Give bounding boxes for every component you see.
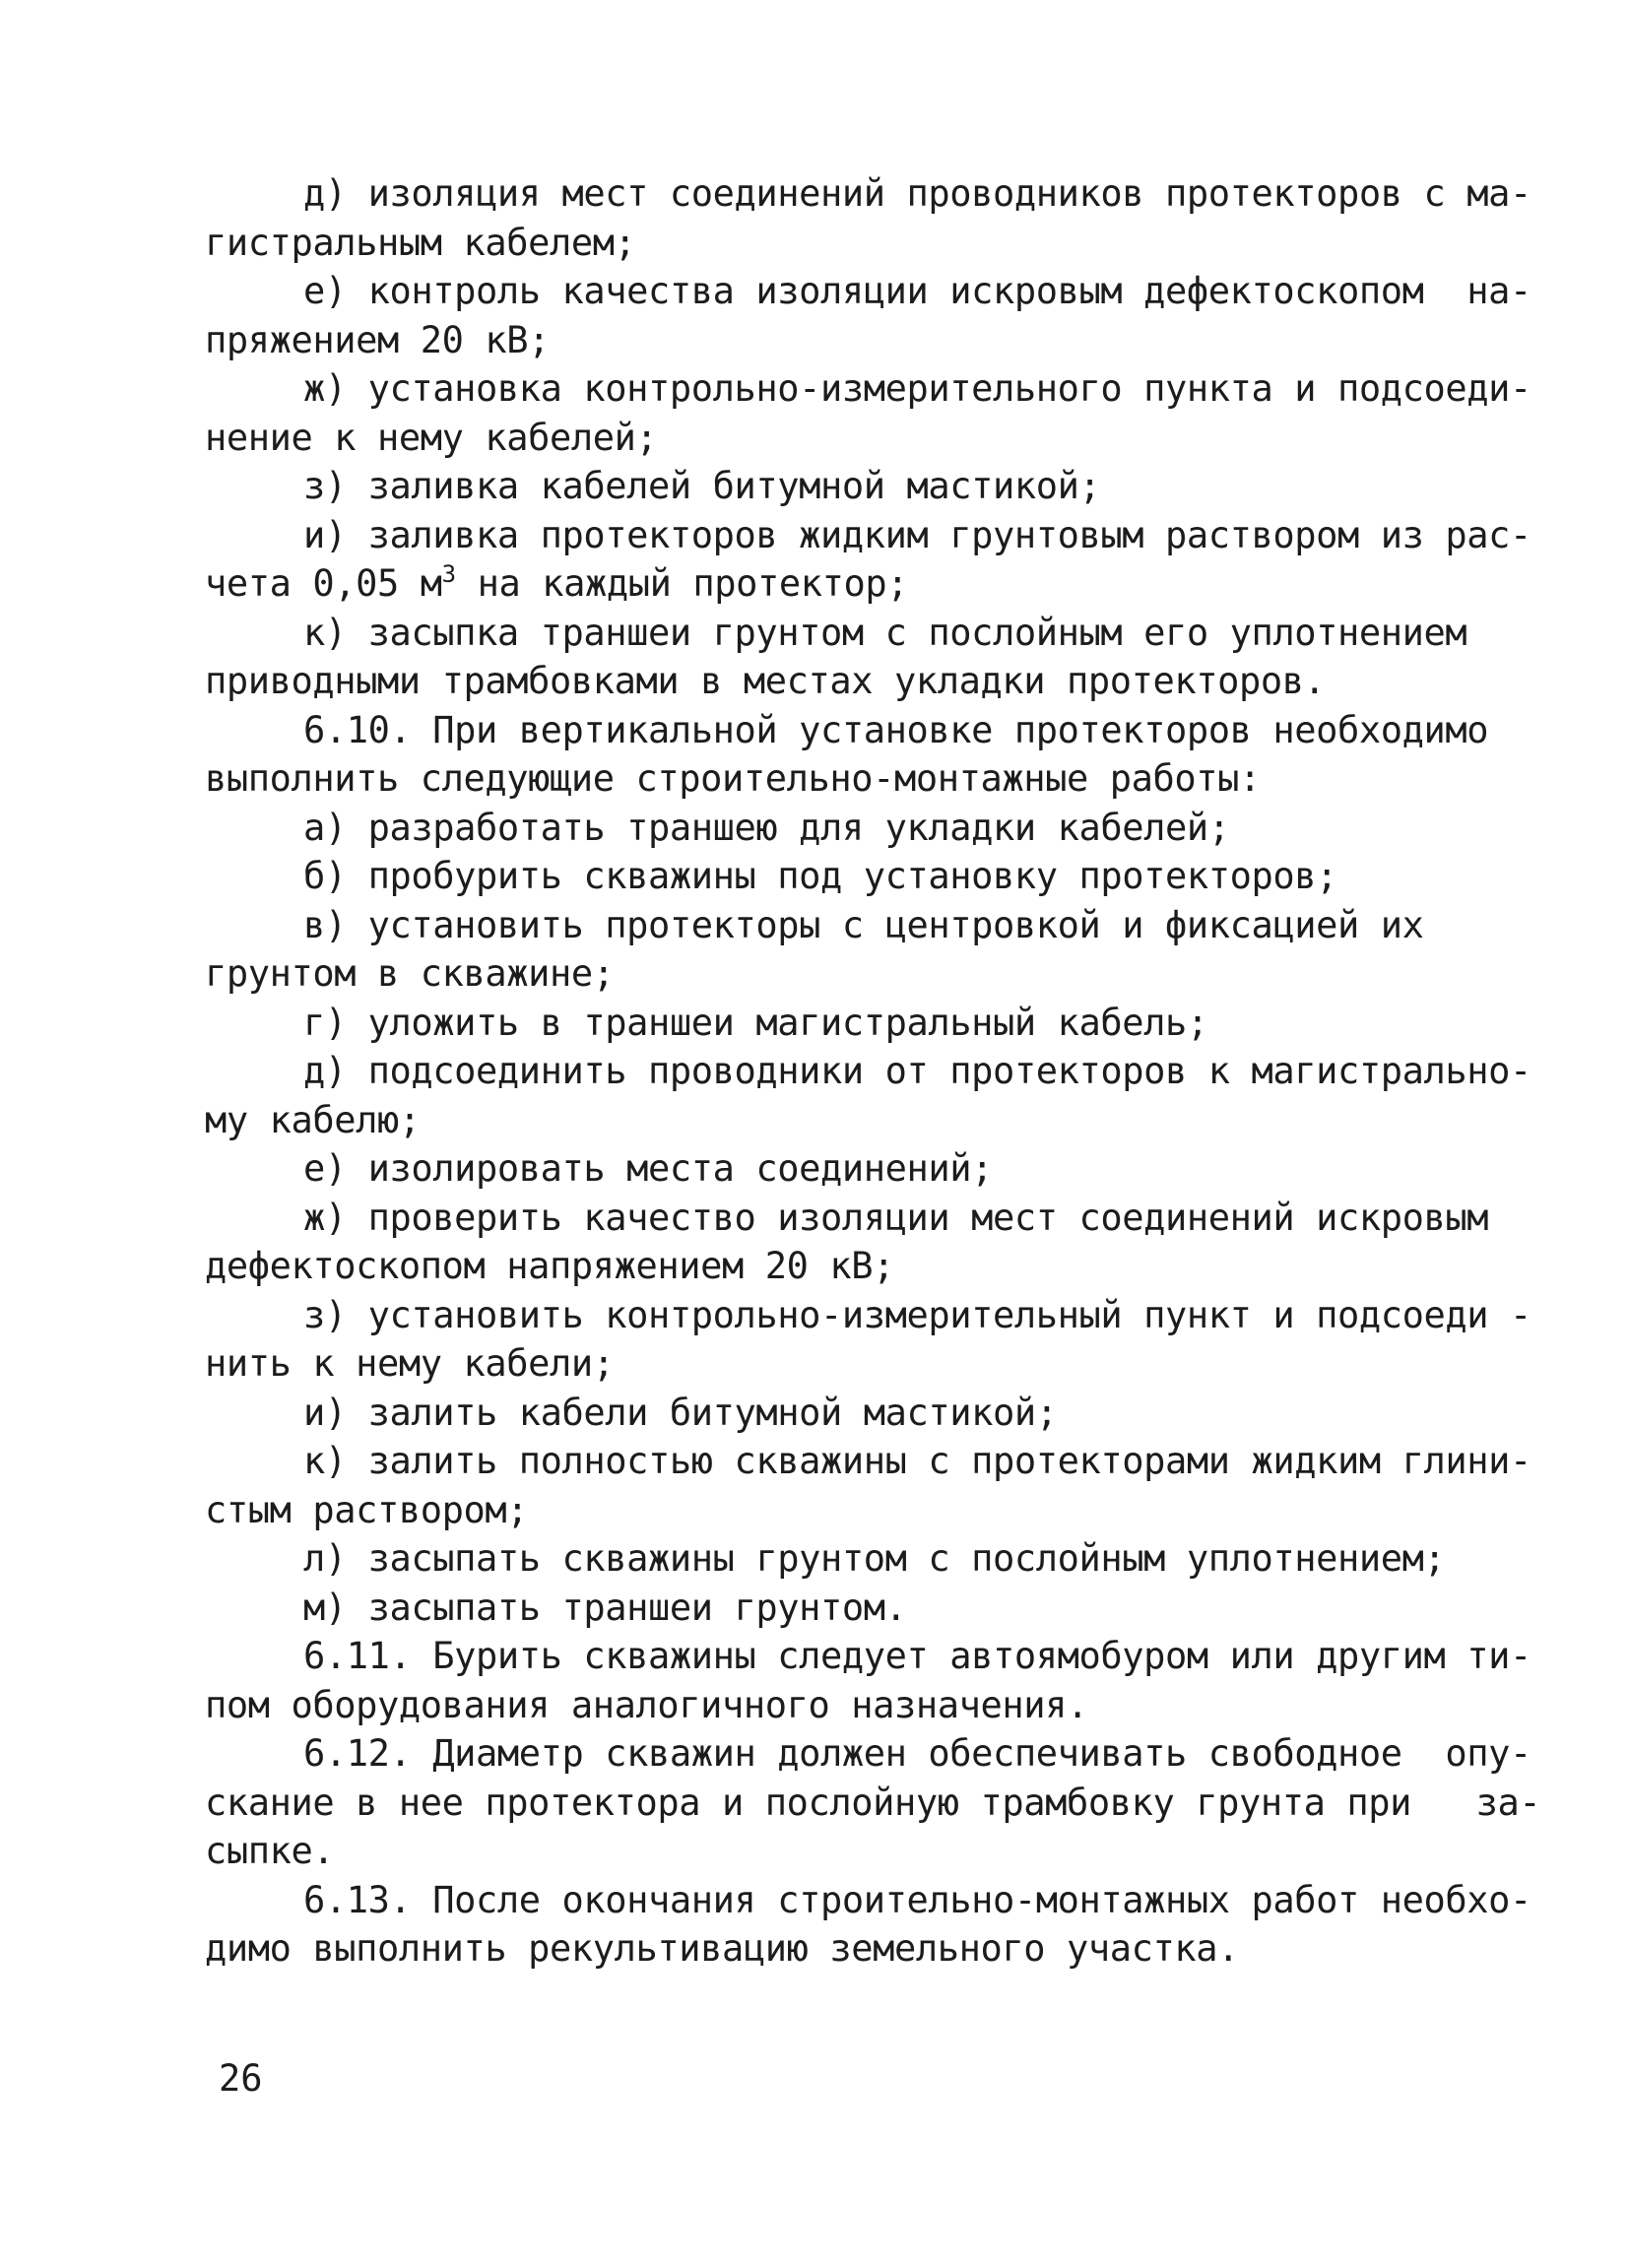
text-line-content: к) залить полностью скважины с протекторами жидким глини-: [303, 1440, 1531, 1482]
text-line: [205, 1339, 1426, 1389]
text-line-content: димо выполнить рекультивацию земельного участка.: [205, 1927, 1240, 1970]
text-line: [205, 1047, 1531, 1096]
text-line: [205, 1242, 1426, 1291]
text-line: [205, 1924, 1426, 1974]
text-line-content: стым раствором;: [205, 1488, 529, 1531]
text-line: [205, 1584, 1426, 1633]
text-line: [205, 267, 1531, 316]
text-line-content: гистральным кабелем;: [205, 221, 636, 264]
text-line: [205, 414, 1426, 463]
superscript: 3: [441, 560, 456, 588]
text-line-content: и) залить кабели битумной мастикой;: [303, 1391, 1058, 1434]
text-line-content: б) пробурить скважины под установку протекторов;: [303, 855, 1338, 897]
text-line: [205, 949, 1426, 999]
text-line-content: в) установить протекторы с центровкой и фиксацией их: [303, 903, 1424, 946]
text-line: [205, 1534, 1446, 1584]
text-line: [205, 609, 1467, 658]
text-line-content: сыпке.: [205, 1830, 335, 1872]
text-line-content: пряжением 20 кВ;: [205, 318, 551, 361]
text-line-content: е) контроль качества изоляции искровым дефектоскопом на-: [303, 270, 1531, 312]
text-line: [205, 852, 1426, 901]
text-line: [205, 999, 1426, 1048]
text-line: [205, 1876, 1531, 1925]
text-line: [205, 1194, 1489, 1243]
text-line-content: му кабелю;: [205, 1098, 421, 1141]
text-line: [205, 316, 1426, 365]
text-line-content: е) изолировать места соединений;: [303, 1147, 994, 1190]
text-line: [205, 1291, 1531, 1340]
text-line-content: м) засыпать траншеи грунтом.: [303, 1586, 907, 1629]
text-line-content: 6.11. Бурить скважины следует автоямобуром или другим ти-: [303, 1635, 1531, 1677]
text-line: [205, 559, 1426, 609]
text-line-content: а) разработать траншею для укладки кабелей;: [303, 806, 1230, 849]
text-line-content: грунтом в скважине;: [205, 952, 615, 995]
text-line: [205, 1144, 1426, 1194]
text-line-content: ж) проверить качество изоляции мест соединений искровым: [303, 1196, 1489, 1239]
text-line-content: выполнить следующие строительно-монтажные работы:: [205, 757, 1261, 800]
text-line: [205, 1096, 1426, 1145]
text-line: [205, 364, 1531, 414]
text-line-content: к) засыпка траншеи грунтом с послойным его уплотнением: [303, 611, 1467, 654]
text-line: [205, 1437, 1531, 1486]
text-line: [205, 169, 1531, 219]
text-line: [205, 657, 1426, 706]
text-line-content: д) изоляция мест соединений проводников протекторов с ма-: [303, 172, 1531, 215]
text-line-content: нение к нему кабелей;: [205, 416, 658, 459]
text-line-content: чета 0,05 м: [205, 562, 442, 605]
text-line: [205, 1729, 1531, 1779]
text-line: [205, 462, 1426, 511]
text-line: [205, 1486, 1426, 1535]
text-line-content: з) заливка кабелей битумной мастикой;: [303, 465, 1101, 507]
text-line: [205, 1827, 1426, 1876]
text-line-content: 6.10. При вертикальной установке протекторов необходимо: [303, 708, 1489, 751]
text-line-content: г) уложить в траншеи магистральный кабель;: [303, 1001, 1208, 1044]
text-line-content: 6.12. Диаметр скважин должен обеспечивать свободное опу-: [303, 1732, 1531, 1775]
text-line: [205, 1389, 1426, 1438]
text-line-content: пом оборудования аналогичного назначения.: [205, 1683, 1088, 1726]
text-line: [205, 1779, 1541, 1828]
text-line: [205, 706, 1489, 755]
page-number: 26: [219, 2057, 263, 2100]
text-line-content: дефектоскопом напряжением 20 кВ;: [205, 1245, 895, 1287]
text-line-content: нить к нему кабели;: [205, 1342, 615, 1385]
text-line-continuation: на каждый протектор;: [455, 562, 909, 605]
text-line-content: л) засыпать скважины грунтом с послойным уплотнением;: [303, 1537, 1446, 1580]
text-line: [205, 219, 1426, 268]
text-line-content: и) заливка протекторов жидким грунтовым раствором из рас-: [303, 513, 1531, 556]
text-line-content: скание в нее протектора и послойную трамбовку грунта при за-: [205, 1781, 1541, 1824]
text-line: [205, 511, 1531, 560]
text-line-content: 6.13. После окончания строительно-монтажных работ необхо-: [303, 1878, 1531, 1921]
text-line-content: приводными трамбовками в местах укладки протекторов.: [205, 660, 1326, 702]
text-line-content: з) установить контрольно-измерительный пункт и подсоеди -: [303, 1293, 1531, 1336]
text-line-content: ж) установка контрольно-измерительного пункта и подсоеди-: [303, 367, 1531, 410]
text-line: [205, 804, 1426, 853]
text-line: [205, 1632, 1531, 1681]
text-line: [205, 901, 1426, 950]
body-text: [205, 169, 1541, 1974]
text-line: [205, 1681, 1426, 1730]
text-line: [205, 754, 1426, 804]
text-line-content: д) подсоединить проводники от протекторов к магистрально-: [303, 1050, 1531, 1092]
